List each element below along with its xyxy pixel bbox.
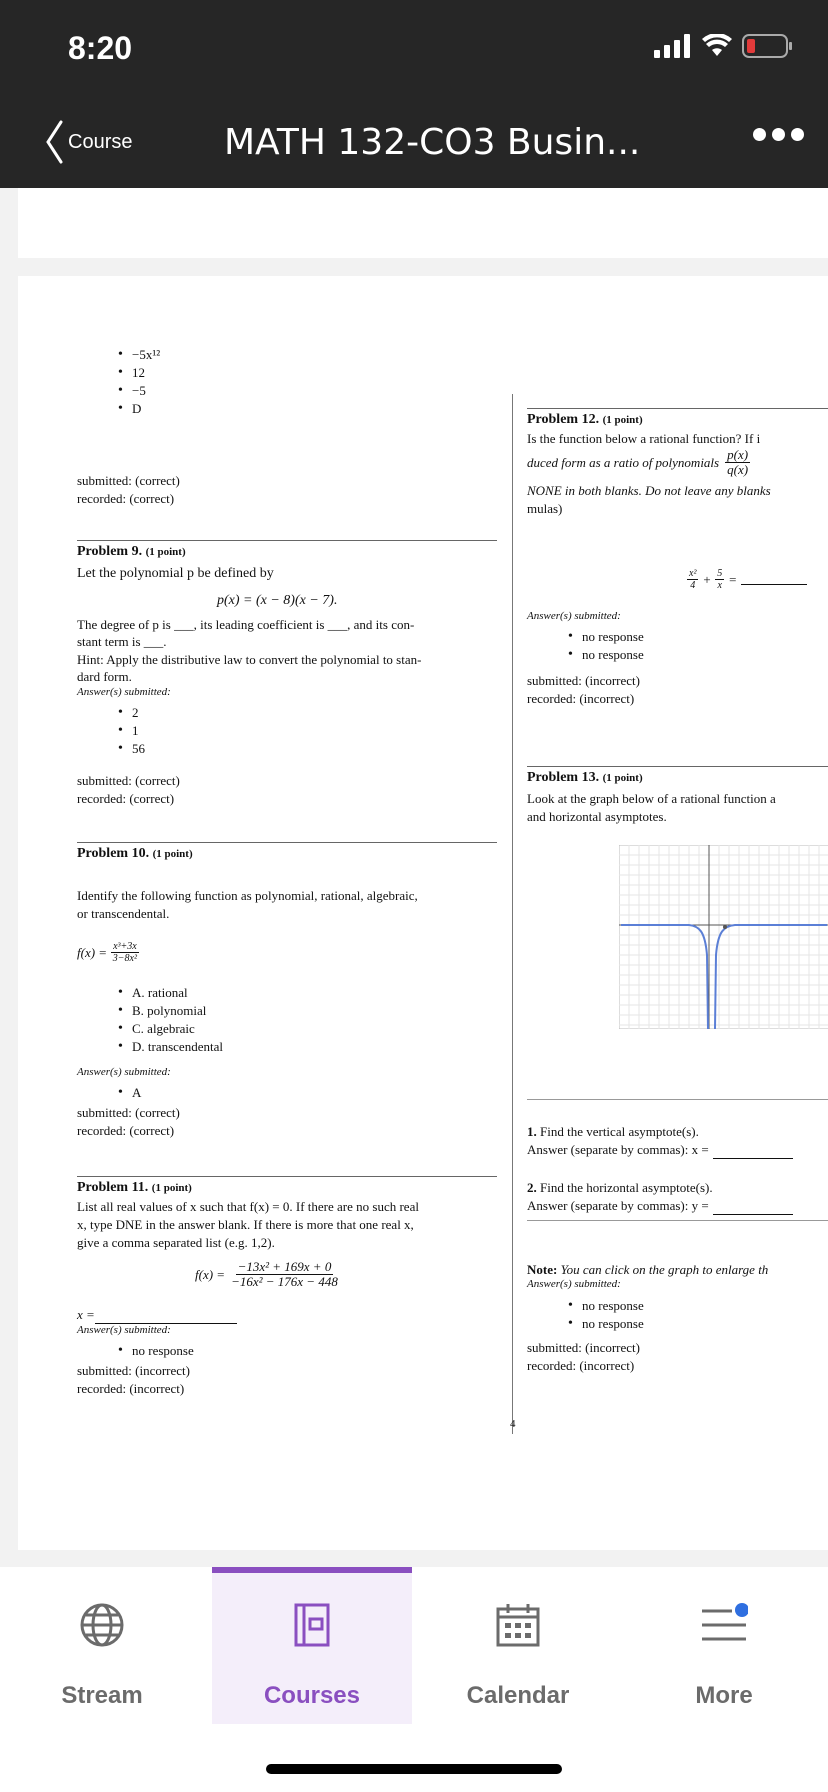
- list-item: • no response: [568, 646, 644, 664]
- home-indicator[interactable]: [266, 1764, 562, 1774]
- expression-fraction-a: [687, 568, 698, 591]
- status-icons: [654, 34, 792, 58]
- list-item: • 1: [118, 722, 145, 740]
- tab-more[interactable]: [624, 1567, 824, 1724]
- column-divider: [512, 394, 513, 1434]
- answer-label: Answer (separate by commas): y =: [527, 1198, 709, 1213]
- equals-sign: =: [728, 571, 737, 587]
- problem-12-text-2: [527, 448, 750, 477]
- list-item: • no response: [568, 1315, 644, 1333]
- problem-12-text-4: mulas): [527, 501, 563, 516]
- problem-12-text-1: Is the function below a rational function? If i: [527, 431, 761, 446]
- problem-11-text-3: give a comma separated list (e.g. 1,2).: [77, 1235, 275, 1250]
- calendar-icon: [494, 1601, 542, 1649]
- answer-label: Answer (separate by commas): x =: [527, 1142, 709, 1157]
- answer-blank[interactable]: [713, 1203, 793, 1215]
- bottom-tab-bar: [0, 1567, 828, 1792]
- problem-title: Problem 11.: [77, 1180, 149, 1195]
- expression-fraction-b: [715, 568, 724, 591]
- menu-icon: [700, 1601, 748, 1649]
- fraction-numerator: −13x² + 169x + 0: [237, 1259, 332, 1274]
- problem-10-function: [77, 941, 139, 964]
- problem-12-expression: [687, 568, 807, 591]
- function-label: f(x) =: [195, 1266, 226, 1282]
- document-page[interactable]: [18, 276, 828, 1550]
- fraction-denominator: 4: [690, 580, 696, 591]
- list-item: • no response: [568, 628, 644, 646]
- problem-12-text-2a: duced form as a ratio of polynomials: [527, 454, 720, 470]
- problem-points: (1 point): [151, 1182, 192, 1194]
- content-header-strip: [18, 188, 828, 258]
- fraction-numerator: x²: [689, 568, 697, 579]
- fraction-numerator: p(x): [727, 447, 749, 462]
- previous-answers-list: [118, 346, 160, 418]
- problem-title: Problem 12.: [527, 412, 600, 427]
- problem-9-body-2: stant term is ___.: [77, 634, 167, 649]
- problem-13-question-2: [527, 1179, 713, 1197]
- globe-icon: [78, 1601, 126, 1649]
- problem-13-recorded: recorded: (incorrect): [527, 1358, 635, 1373]
- page-number: 4: [510, 1418, 516, 1430]
- problem-13-heading: [527, 768, 643, 788]
- page-title: MATH 132-CO3 Busin...: [224, 122, 641, 163]
- nav-bar: [0, 98, 828, 188]
- problem-12-text-3: NONE in both blanks. Do not leave any blanks: [527, 483, 771, 498]
- list-item: • 2: [118, 704, 145, 722]
- note-text: You can click on the graph to enlarge th: [560, 1262, 769, 1277]
- problem-11-recorded: recorded: (incorrect): [77, 1381, 185, 1396]
- list-item: • B. polynomial: [118, 1002, 223, 1020]
- fraction-denominator: −16x² − 176x − 448: [231, 1274, 338, 1289]
- fraction-numerator: x³+3x: [113, 941, 137, 952]
- question-text: Find the vertical asymptote(s).: [540, 1124, 699, 1139]
- battery-icon: [742, 34, 792, 58]
- problem-11-text-2: x, type DNE in the answer blank. If there is more that one real x,: [77, 1217, 414, 1232]
- problem-points: (1 point): [602, 414, 643, 426]
- answers-label: Answer(s) submitted:: [77, 686, 171, 698]
- answers-label: Answer(s) submitted:: [77, 1066, 171, 1078]
- problem-10-answers: [118, 1084, 141, 1102]
- question-number: 2.: [527, 1180, 537, 1195]
- problem-9-answers: [118, 704, 145, 758]
- tab-label: Stream: [61, 1682, 143, 1709]
- section-rule: [77, 1176, 497, 1177]
- problem-13-text-1: Look at the graph below of a rational function a: [527, 791, 776, 806]
- problem-10-text-2: or transcendental.: [77, 906, 170, 921]
- problem-12-submitted: submitted: (incorrect): [527, 673, 640, 688]
- list-item: • 12: [118, 364, 160, 382]
- problem-11-text-1: List all real values of x such that f(x) = 0. If there are no such real: [77, 1199, 419, 1214]
- problem-9-recorded: recorded: (correct): [77, 791, 175, 806]
- ratio-fraction: [725, 448, 750, 477]
- problem-title: Problem 9.: [77, 544, 143, 559]
- problem-title: Problem 10.: [77, 846, 150, 861]
- problem-9-body-1: The degree of p is ___, its leading coefficient is ___, and its con-: [77, 617, 415, 632]
- tab-label: More: [695, 1682, 753, 1709]
- tab-label: Courses: [263, 1682, 361, 1709]
- problem-9-hint-1: Hint: Apply the distributive law to convert the polynomial to stan-: [77, 652, 422, 667]
- problem-11-answer-row: [77, 1306, 237, 1324]
- problem-13-answers: [568, 1297, 644, 1333]
- courses-book-icon: [288, 1601, 336, 1649]
- problem-13-text-2: and horizontal asymptotes.: [527, 809, 667, 824]
- more-options-icon[interactable]: [753, 128, 804, 141]
- function-label: f(x) =: [77, 944, 108, 960]
- list-item: • A. rational: [118, 984, 223, 1002]
- list-item: • no response: [118, 1342, 194, 1360]
- tab-courses[interactable]: [212, 1567, 412, 1724]
- plus-sign: +: [702, 571, 712, 587]
- rational-function-graph[interactable]: [619, 845, 828, 1029]
- problem-9-heading: [77, 542, 186, 562]
- list-item: • D: [118, 400, 160, 418]
- fraction-numerator: 5: [717, 568, 723, 579]
- section-rule: [527, 1220, 828, 1221]
- tab-stream[interactable]: [2, 1567, 202, 1724]
- section-rule: [77, 842, 497, 843]
- answer-blank[interactable]: [713, 1147, 793, 1159]
- tab-calendar[interactable]: [418, 1567, 618, 1724]
- problem-11-submitted: submitted: (incorrect): [77, 1363, 190, 1378]
- section-rule: [77, 540, 497, 541]
- problem-13-answer-1: [527, 1141, 793, 1159]
- fraction-denominator: x: [717, 580, 722, 591]
- problem-9-text: Let the polynomial p be defined by: [77, 566, 274, 581]
- note-label: Note:: [527, 1262, 558, 1277]
- problem-13-answer-2: [527, 1197, 793, 1215]
- wifi-icon: [702, 34, 732, 58]
- section-rule: [527, 1099, 828, 1100]
- fraction-denominator: 3−8x²: [112, 953, 137, 964]
- back-label: Course: [68, 130, 133, 153]
- list-item: • −5x¹²: [118, 346, 160, 364]
- list-item: • D. transcendental: [118, 1038, 223, 1056]
- prev-recorded: recorded: (correct): [77, 491, 175, 506]
- cellular-signal-icon: [654, 34, 692, 58]
- problem-12-answers: [568, 628, 644, 664]
- problem-10-text-1: Identify the following function as polynomial, rational, algebraic,: [77, 888, 418, 903]
- back-button[interactable]: [44, 118, 132, 166]
- answer-blank[interactable]: [95, 1310, 237, 1324]
- question-text: Find the horizontal asymptote(s).: [540, 1180, 713, 1195]
- list-item: • −5: [118, 382, 160, 400]
- list-item: • C. algebraic: [118, 1020, 223, 1038]
- problem-10-options: [118, 984, 223, 1056]
- answers-label: Answer(s) submitted:: [527, 1278, 621, 1290]
- problem-points: (1 point): [152, 848, 193, 860]
- chevron-left-icon: [44, 118, 64, 166]
- problem-title: Problem 13.: [527, 770, 600, 785]
- prev-submitted: submitted: (correct): [77, 473, 180, 488]
- list-item: • 56: [118, 740, 145, 758]
- problem-13-question-1: [527, 1123, 699, 1141]
- section-rule: [527, 766, 828, 767]
- function-fraction: [231, 1260, 338, 1289]
- problem-13-note: [527, 1261, 768, 1279]
- status-bar: [0, 0, 828, 98]
- problem-11-heading: [77, 1178, 192, 1198]
- fraction-denominator: q(x): [727, 462, 749, 477]
- tab-label: Calendar: [466, 1682, 570, 1709]
- answer-blank[interactable]: [741, 575, 807, 585]
- problem-10-recorded: recorded: (correct): [77, 1123, 175, 1138]
- list-item: • no response: [568, 1297, 644, 1315]
- problem-13-submitted: submitted: (incorrect): [527, 1340, 640, 1355]
- problem-11-function: [195, 1260, 338, 1289]
- answers-label: Answer(s) submitted:: [77, 1324, 171, 1336]
- problem-10-heading: [77, 844, 193, 864]
- question-number: 1.: [527, 1124, 537, 1139]
- problem-9-submitted: submitted: (correct): [77, 773, 180, 788]
- problem-9-formula: p(x) = (x − 8)(x − 7).: [217, 593, 338, 608]
- problem-9-hint-2: dard form.: [77, 669, 132, 684]
- problem-11-answers: [118, 1342, 194, 1360]
- problem-12-heading: [527, 410, 643, 430]
- answers-label: Answer(s) submitted:: [527, 610, 621, 622]
- list-item: • A: [118, 1084, 141, 1102]
- section-rule: [527, 408, 828, 409]
- answer-label: x =: [77, 1307, 95, 1322]
- problem-points: (1 point): [602, 772, 643, 784]
- problem-10-submitted: submitted: (correct): [77, 1105, 180, 1120]
- function-fraction: [111, 941, 139, 964]
- status-time: 8:20: [68, 30, 133, 66]
- problem-points: (1 point): [145, 546, 186, 558]
- problem-12-recorded: recorded: (incorrect): [527, 691, 635, 706]
